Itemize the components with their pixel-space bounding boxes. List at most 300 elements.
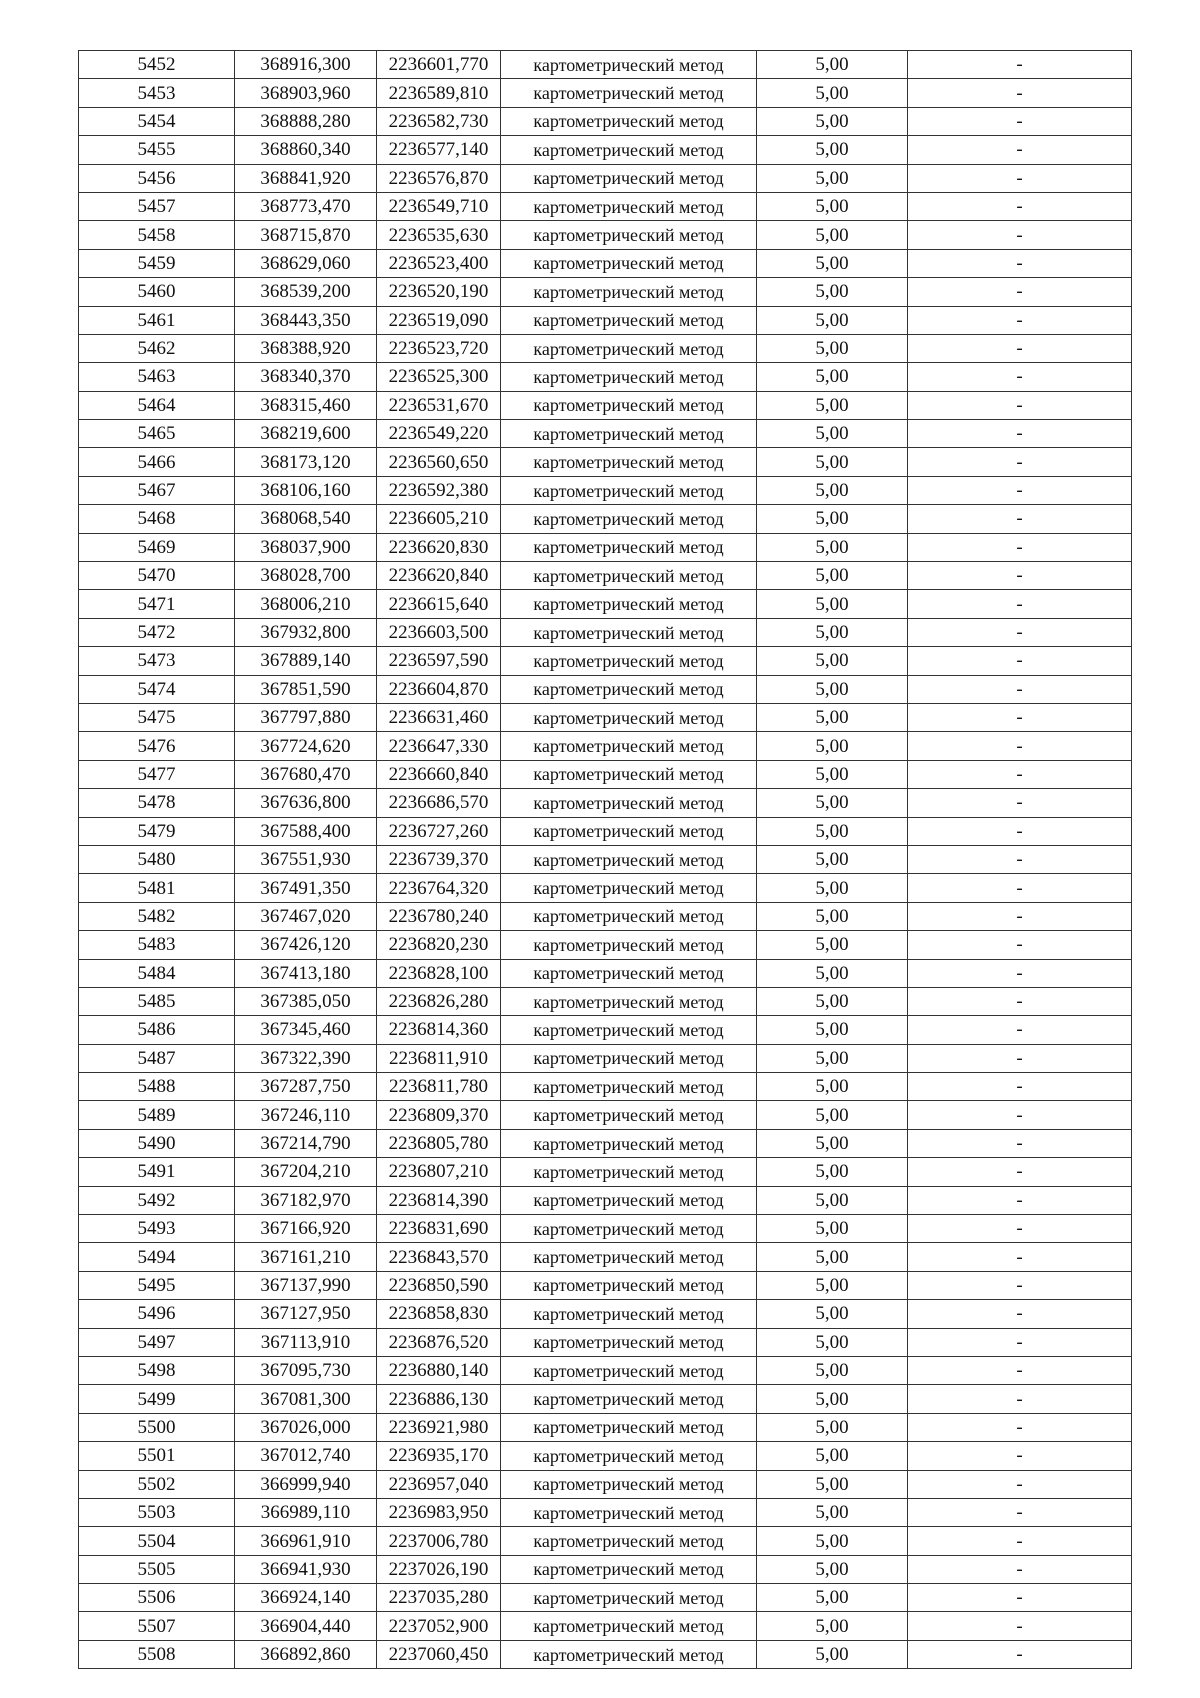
method-cell: картометрический метод (501, 1555, 757, 1583)
table-row (79, 675, 1132, 703)
accuracy-cell: 5,00 (757, 675, 908, 703)
point-number-cell: 5495 (79, 1271, 235, 1299)
method-cell: картометрический метод (501, 1442, 757, 1470)
point-number-cell: 5506 (79, 1584, 235, 1612)
x-coordinate-cell: 367246,110 (235, 1101, 377, 1129)
point-number-cell: 5499 (79, 1385, 235, 1413)
method-cell: картометрический метод (501, 306, 757, 334)
description-cell: - (908, 902, 1132, 930)
point-number-cell: 5500 (79, 1413, 235, 1441)
method-cell: картометрический метод (501, 505, 757, 533)
table-row (79, 1271, 1132, 1299)
description-cell: - (908, 675, 1132, 703)
accuracy-cell: 5,00 (757, 1101, 908, 1129)
point-number-cell: 5490 (79, 1129, 235, 1157)
description-cell: - (908, 1498, 1132, 1526)
method-cell: картометрический метод (501, 249, 757, 277)
method-cell: картометрический метод (501, 1186, 757, 1214)
point-number-cell: 5481 (79, 874, 235, 902)
table-row (79, 363, 1132, 391)
x-coordinate-cell: 368106,160 (235, 476, 377, 504)
method-cell: картометрический метод (501, 391, 757, 419)
y-coordinate-cell: 2236807,210 (377, 1158, 501, 1186)
accuracy-cell: 5,00 (757, 136, 908, 164)
y-coordinate-cell: 2236525,300 (377, 363, 501, 391)
description-cell: - (908, 249, 1132, 277)
description-cell: - (908, 1442, 1132, 1470)
y-coordinate-cell: 2236535,630 (377, 221, 501, 249)
table-row (79, 1385, 1132, 1413)
table-row (79, 1555, 1132, 1583)
accuracy-cell: 5,00 (757, 1300, 908, 1328)
x-coordinate-cell: 367182,970 (235, 1186, 377, 1214)
x-coordinate-cell: 368173,120 (235, 448, 377, 476)
description-cell: - (908, 1413, 1132, 1441)
x-coordinate-cell: 367166,920 (235, 1215, 377, 1243)
accuracy-cell: 5,00 (757, 1527, 908, 1555)
description-cell: - (908, 1101, 1132, 1129)
x-coordinate-cell: 368219,600 (235, 420, 377, 448)
accuracy-cell: 5,00 (757, 249, 908, 277)
description-cell: - (908, 931, 1132, 959)
x-coordinate-cell: 367636,800 (235, 789, 377, 817)
description-cell: - (908, 760, 1132, 788)
accuracy-cell: 5,00 (757, 420, 908, 448)
table-row (79, 533, 1132, 561)
table-row (79, 278, 1132, 306)
table-row (79, 1044, 1132, 1072)
x-coordinate-cell: 367889,140 (235, 647, 377, 675)
y-coordinate-cell: 2236620,840 (377, 562, 501, 590)
accuracy-cell: 5,00 (757, 391, 908, 419)
y-coordinate-cell: 2236560,650 (377, 448, 501, 476)
description-cell: - (908, 1215, 1132, 1243)
table-row (79, 1470, 1132, 1498)
x-coordinate-cell: 367287,750 (235, 1073, 377, 1101)
x-coordinate-cell: 368037,900 (235, 533, 377, 561)
accuracy-cell: 5,00 (757, 1158, 908, 1186)
y-coordinate-cell: 2237035,280 (377, 1584, 501, 1612)
point-number-cell: 5468 (79, 505, 235, 533)
table-row (79, 1356, 1132, 1384)
x-coordinate-cell: 368629,060 (235, 249, 377, 277)
table-row (79, 1243, 1132, 1271)
method-cell: картометрический метод (501, 703, 757, 731)
description-cell: - (908, 703, 1132, 731)
y-coordinate-cell: 2236780,240 (377, 902, 501, 930)
table-row (79, 1129, 1132, 1157)
accuracy-cell: 5,00 (757, 278, 908, 306)
table-row (79, 79, 1132, 107)
method-cell: картометрический метод (501, 448, 757, 476)
accuracy-cell: 5,00 (757, 1129, 908, 1157)
x-coordinate-cell: 367851,590 (235, 675, 377, 703)
y-coordinate-cell: 2236814,390 (377, 1186, 501, 1214)
x-coordinate-cell: 368388,920 (235, 334, 377, 362)
description-cell: - (908, 476, 1132, 504)
description-cell: - (908, 590, 1132, 618)
method-cell: картометрический метод (501, 164, 757, 192)
point-number-cell: 5477 (79, 760, 235, 788)
x-coordinate-cell: 368860,340 (235, 136, 377, 164)
table-row (79, 334, 1132, 362)
x-coordinate-cell: 367026,000 (235, 1413, 377, 1441)
y-coordinate-cell: 2236519,090 (377, 306, 501, 334)
accuracy-cell: 5,00 (757, 590, 908, 618)
description-cell: - (908, 1328, 1132, 1356)
point-number-cell: 5475 (79, 703, 235, 731)
table-row (79, 1640, 1132, 1668)
point-number-cell: 5458 (79, 221, 235, 249)
point-number-cell: 5452 (79, 51, 235, 79)
method-cell: картометрический метод (501, 334, 757, 362)
y-coordinate-cell: 2236605,210 (377, 505, 501, 533)
description-cell: - (908, 533, 1132, 561)
description-cell: - (908, 987, 1132, 1015)
table-row (79, 1413, 1132, 1441)
x-coordinate-cell: 367588,400 (235, 817, 377, 845)
x-coordinate-cell: 367204,210 (235, 1158, 377, 1186)
table-row (79, 192, 1132, 220)
method-cell: картометрический метод (501, 931, 757, 959)
description-cell: - (908, 1271, 1132, 1299)
y-coordinate-cell: 2236582,730 (377, 107, 501, 135)
table-row (79, 1158, 1132, 1186)
point-number-cell: 5508 (79, 1640, 235, 1668)
accuracy-cell: 5,00 (757, 1498, 908, 1526)
method-cell: картометрический метод (501, 1498, 757, 1526)
accuracy-cell: 5,00 (757, 221, 908, 249)
accuracy-cell: 5,00 (757, 760, 908, 788)
x-coordinate-cell: 368773,470 (235, 192, 377, 220)
x-coordinate-cell: 367113,910 (235, 1328, 377, 1356)
description-cell: - (908, 1527, 1132, 1555)
point-number-cell: 5485 (79, 987, 235, 1015)
point-number-cell: 5480 (79, 845, 235, 873)
x-coordinate-cell: 366961,910 (235, 1527, 377, 1555)
y-coordinate-cell: 2236603,500 (377, 618, 501, 646)
point-number-cell: 5482 (79, 902, 235, 930)
point-number-cell: 5461 (79, 306, 235, 334)
y-coordinate-cell: 2236811,910 (377, 1044, 501, 1072)
point-number-cell: 5463 (79, 363, 235, 391)
y-coordinate-cell: 2236957,040 (377, 1470, 501, 1498)
point-number-cell: 5504 (79, 1527, 235, 1555)
y-coordinate-cell: 2236811,780 (377, 1073, 501, 1101)
table-row (79, 760, 1132, 788)
description-cell: - (908, 306, 1132, 334)
description-cell: - (908, 1016, 1132, 1044)
description-cell: - (908, 1300, 1132, 1328)
y-coordinate-cell: 2236814,360 (377, 1016, 501, 1044)
x-coordinate-cell: 366999,940 (235, 1470, 377, 1498)
point-number-cell: 5467 (79, 476, 235, 504)
point-number-cell: 5471 (79, 590, 235, 618)
table-row (79, 703, 1132, 731)
description-cell: - (908, 1186, 1132, 1214)
point-number-cell: 5486 (79, 1016, 235, 1044)
y-coordinate-cell: 2236850,590 (377, 1271, 501, 1299)
description-cell: - (908, 647, 1132, 675)
method-cell: картометрический метод (501, 1215, 757, 1243)
description-cell: - (908, 420, 1132, 448)
description-cell: - (908, 1385, 1132, 1413)
accuracy-cell: 5,00 (757, 363, 908, 391)
accuracy-cell: 5,00 (757, 1612, 908, 1640)
y-coordinate-cell: 2236601,770 (377, 51, 501, 79)
method-cell: картометрический метод (501, 1385, 757, 1413)
table-row (79, 1215, 1132, 1243)
table-row (79, 51, 1132, 79)
method-cell: картометрический метод (501, 1073, 757, 1101)
table-row (79, 306, 1132, 334)
y-coordinate-cell: 2236549,220 (377, 420, 501, 448)
point-number-cell: 5488 (79, 1073, 235, 1101)
x-coordinate-cell: 368315,460 (235, 391, 377, 419)
y-coordinate-cell: 2236886,130 (377, 1385, 501, 1413)
table-row (79, 448, 1132, 476)
description-cell: - (908, 192, 1132, 220)
point-number-cell: 5501 (79, 1442, 235, 1470)
y-coordinate-cell: 2237052,900 (377, 1612, 501, 1640)
table-row (79, 221, 1132, 249)
description-cell: - (908, 391, 1132, 419)
accuracy-cell: 5,00 (757, 1328, 908, 1356)
accuracy-cell: 5,00 (757, 817, 908, 845)
accuracy-cell: 5,00 (757, 1584, 908, 1612)
table-row (79, 1186, 1132, 1214)
method-cell: картометрический метод (501, 1328, 757, 1356)
description-cell: - (908, 1555, 1132, 1583)
y-coordinate-cell: 2236686,570 (377, 789, 501, 817)
method-cell: картометрический метод (501, 363, 757, 391)
accuracy-cell: 5,00 (757, 533, 908, 561)
method-cell: картометрический метод (501, 647, 757, 675)
table-row (79, 987, 1132, 1015)
point-number-cell: 5505 (79, 1555, 235, 1583)
table-row (79, 931, 1132, 959)
accuracy-cell: 5,00 (757, 987, 908, 1015)
table-row (79, 817, 1132, 845)
accuracy-cell: 5,00 (757, 1442, 908, 1470)
x-coordinate-cell: 367491,350 (235, 874, 377, 902)
description-cell: - (908, 1356, 1132, 1384)
description-cell: - (908, 221, 1132, 249)
x-coordinate-cell: 368841,920 (235, 164, 377, 192)
method-cell: картометрический метод (501, 79, 757, 107)
x-coordinate-cell: 366989,110 (235, 1498, 377, 1526)
y-coordinate-cell: 2236589,810 (377, 79, 501, 107)
description-cell: - (908, 1243, 1132, 1271)
x-coordinate-cell: 368028,700 (235, 562, 377, 590)
accuracy-cell: 5,00 (757, 1271, 908, 1299)
accuracy-cell: 5,00 (757, 79, 908, 107)
x-coordinate-cell: 367345,460 (235, 1016, 377, 1044)
accuracy-cell: 5,00 (757, 1073, 908, 1101)
method-cell: картометрический метод (501, 278, 757, 306)
y-coordinate-cell: 2236921,980 (377, 1413, 501, 1441)
description-cell: - (908, 789, 1132, 817)
method-cell: картометрический метод (501, 874, 757, 902)
method-cell: картометрический метод (501, 420, 757, 448)
table-row (79, 1498, 1132, 1526)
y-coordinate-cell: 2236843,570 (377, 1243, 501, 1271)
y-coordinate-cell: 2236531,670 (377, 391, 501, 419)
x-coordinate-cell: 367095,730 (235, 1356, 377, 1384)
x-coordinate-cell: 367214,790 (235, 1129, 377, 1157)
x-coordinate-cell: 367724,620 (235, 732, 377, 760)
description-cell: - (908, 505, 1132, 533)
y-coordinate-cell: 2236858,830 (377, 1300, 501, 1328)
method-cell: картометрический метод (501, 51, 757, 79)
point-number-cell: 5456 (79, 164, 235, 192)
x-coordinate-cell: 367413,180 (235, 959, 377, 987)
table-row (79, 476, 1132, 504)
method-cell: картометрический метод (501, 902, 757, 930)
y-coordinate-cell: 2236523,720 (377, 334, 501, 362)
description-cell: - (908, 1129, 1132, 1157)
x-coordinate-cell: 366892,860 (235, 1640, 377, 1668)
x-coordinate-cell: 368443,350 (235, 306, 377, 334)
accuracy-cell: 5,00 (757, 51, 908, 79)
point-number-cell: 5496 (79, 1300, 235, 1328)
x-coordinate-cell: 368916,300 (235, 51, 377, 79)
accuracy-cell: 5,00 (757, 931, 908, 959)
y-coordinate-cell: 2236576,870 (377, 164, 501, 192)
y-coordinate-cell: 2236577,140 (377, 136, 501, 164)
point-number-cell: 5498 (79, 1356, 235, 1384)
method-cell: картометрический метод (501, 1584, 757, 1612)
point-number-cell: 5487 (79, 1044, 235, 1072)
method-cell: картометрический метод (501, 1356, 757, 1384)
accuracy-cell: 5,00 (757, 902, 908, 930)
accuracy-cell: 5,00 (757, 845, 908, 873)
table-row (79, 420, 1132, 448)
description-cell: - (908, 1584, 1132, 1612)
x-coordinate-cell: 367932,800 (235, 618, 377, 646)
y-coordinate-cell: 2236597,590 (377, 647, 501, 675)
y-coordinate-cell: 2236592,380 (377, 476, 501, 504)
method-cell: картометрический метод (501, 1158, 757, 1186)
table-row (79, 789, 1132, 817)
method-cell: картометрический метод (501, 1016, 757, 1044)
method-cell: картометрический метод (501, 1243, 757, 1271)
table-row (79, 647, 1132, 675)
y-coordinate-cell: 2236647,330 (377, 732, 501, 760)
point-number-cell: 5497 (79, 1328, 235, 1356)
point-number-cell: 5457 (79, 192, 235, 220)
method-cell: картометрический метод (501, 192, 757, 220)
y-coordinate-cell: 2236631,460 (377, 703, 501, 731)
table-row (79, 1016, 1132, 1044)
point-number-cell: 5479 (79, 817, 235, 845)
point-number-cell: 5473 (79, 647, 235, 675)
method-cell: картометрический метод (501, 1101, 757, 1129)
description-cell: - (908, 363, 1132, 391)
description-cell: - (908, 874, 1132, 902)
x-coordinate-cell: 368715,870 (235, 221, 377, 249)
x-coordinate-cell: 367426,120 (235, 931, 377, 959)
table-row (79, 1101, 1132, 1129)
x-coordinate-cell: 366924,140 (235, 1584, 377, 1612)
method-cell: картометрический метод (501, 675, 757, 703)
table-row (79, 590, 1132, 618)
accuracy-cell: 5,00 (757, 505, 908, 533)
point-number-cell: 5493 (79, 1215, 235, 1243)
x-coordinate-cell: 368539,200 (235, 278, 377, 306)
x-coordinate-cell: 368888,280 (235, 107, 377, 135)
point-number-cell: 5483 (79, 931, 235, 959)
point-number-cell: 5494 (79, 1243, 235, 1271)
table-row (79, 1442, 1132, 1470)
accuracy-cell: 5,00 (757, 562, 908, 590)
table-row (79, 249, 1132, 277)
description-cell: - (908, 164, 1132, 192)
table-row (79, 874, 1132, 902)
method-cell: картометрический метод (501, 732, 757, 760)
y-coordinate-cell: 2236828,100 (377, 959, 501, 987)
table-row (79, 1300, 1132, 1328)
method-cell: картометрический метод (501, 789, 757, 817)
table-row (79, 1527, 1132, 1555)
accuracy-cell: 5,00 (757, 1413, 908, 1441)
y-coordinate-cell: 2236620,830 (377, 533, 501, 561)
table-row (79, 732, 1132, 760)
point-number-cell: 5489 (79, 1101, 235, 1129)
point-number-cell: 5476 (79, 732, 235, 760)
point-number-cell: 5462 (79, 334, 235, 362)
method-cell: картометрический метод (501, 1470, 757, 1498)
accuracy-cell: 5,00 (757, 1385, 908, 1413)
description-cell: - (908, 107, 1132, 135)
accuracy-cell: 5,00 (757, 1243, 908, 1271)
accuracy-cell: 5,00 (757, 334, 908, 362)
method-cell: картометрический метод (501, 1612, 757, 1640)
y-coordinate-cell: 2236660,840 (377, 760, 501, 788)
accuracy-cell: 5,00 (757, 164, 908, 192)
y-coordinate-cell: 2236523,400 (377, 249, 501, 277)
coordinates-table-body (79, 51, 1132, 1669)
y-coordinate-cell: 2237006,780 (377, 1527, 501, 1555)
y-coordinate-cell: 2236831,690 (377, 1215, 501, 1243)
table-row (79, 902, 1132, 930)
point-number-cell: 5492 (79, 1186, 235, 1214)
x-coordinate-cell: 367797,880 (235, 703, 377, 731)
point-number-cell: 5491 (79, 1158, 235, 1186)
x-coordinate-cell: 367385,050 (235, 987, 377, 1015)
point-number-cell: 5507 (79, 1612, 235, 1640)
table-row (79, 618, 1132, 646)
method-cell: картометрический метод (501, 590, 757, 618)
accuracy-cell: 5,00 (757, 1016, 908, 1044)
x-coordinate-cell: 368903,960 (235, 79, 377, 107)
method-cell: картометрический метод (501, 845, 757, 873)
method-cell: картометрический метод (501, 1044, 757, 1072)
accuracy-cell: 5,00 (757, 1555, 908, 1583)
accuracy-cell: 5,00 (757, 1470, 908, 1498)
accuracy-cell: 5,00 (757, 959, 908, 987)
y-coordinate-cell: 2237060,450 (377, 1640, 501, 1668)
point-number-cell: 5474 (79, 675, 235, 703)
method-cell: картометрический метод (501, 562, 757, 590)
method-cell: картометрический метод (501, 533, 757, 561)
method-cell: картометрический метод (501, 1129, 757, 1157)
y-coordinate-cell: 2236880,140 (377, 1356, 501, 1384)
accuracy-cell: 5,00 (757, 1044, 908, 1072)
table-row (79, 1328, 1132, 1356)
x-coordinate-cell: 368068,540 (235, 505, 377, 533)
accuracy-cell: 5,00 (757, 647, 908, 675)
